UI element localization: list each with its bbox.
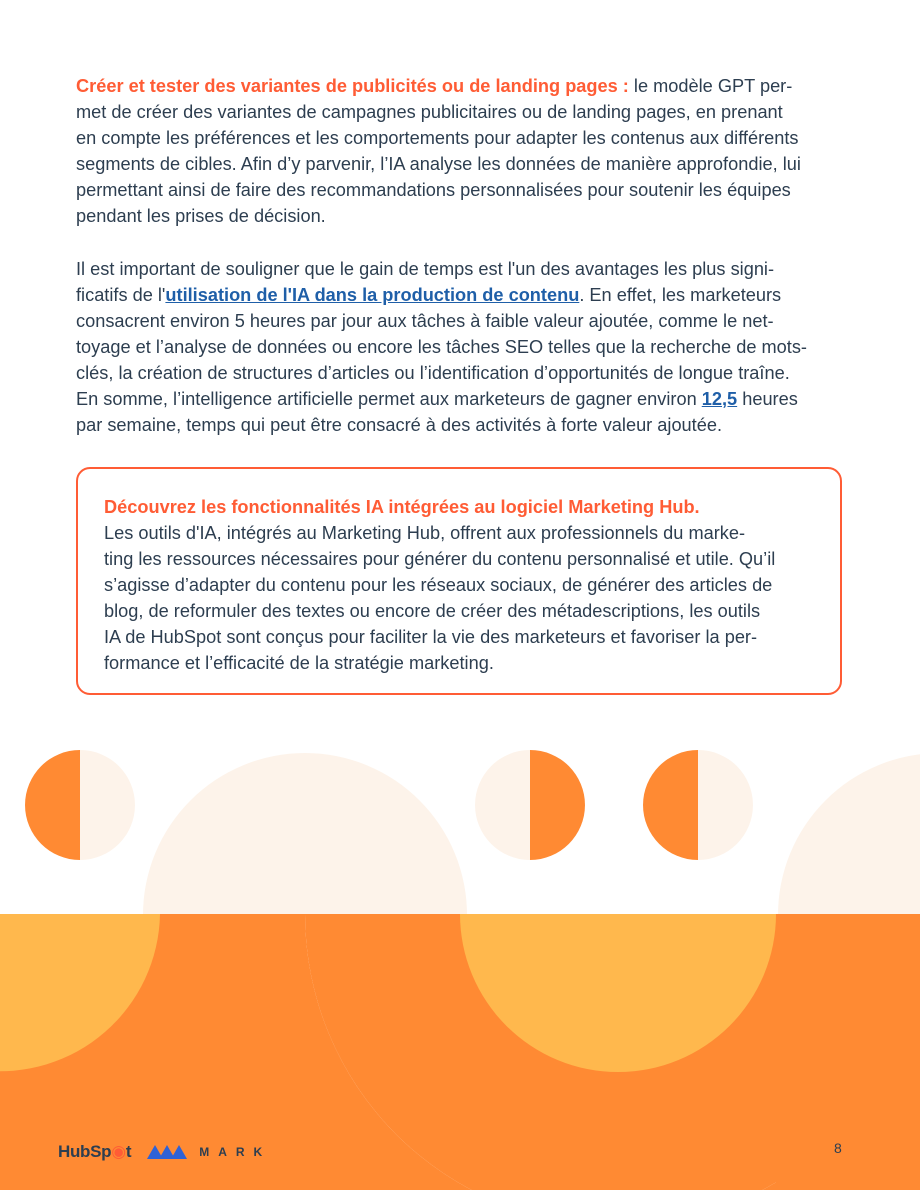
ai-content-production-link[interactable]: utilisation de l'IA dans la production de contenu xyxy=(165,285,580,305)
text-line: pendant les prises de décision. xyxy=(76,206,326,226)
text-line: en compte les préférences et les comportements pour adapter les contenus aux différents xyxy=(76,128,799,148)
text-line: formance et l’efficacité de la stratégie marketing. xyxy=(104,653,494,673)
text-line: clés, la création de structures d’articles ou l’identification d’opportunités de longue traîne. xyxy=(76,363,790,383)
text-line: Il est important de souligner que le gain de temps est l'un des avantages les plus signi- xyxy=(76,259,775,279)
text-line: Les outils d'IA, intégrés au Marketing Hub, offrent aux professionnels du marke- xyxy=(104,523,746,543)
mark-logo-text: MARK xyxy=(199,1145,272,1159)
hubspot-logo-text: HubSp xyxy=(58,1142,112,1161)
text-line: ting les ressources nécessaires pour générer du contenu personnalisé et utile. Qu’il xyxy=(104,549,776,569)
text-line: le modèle GPT per- xyxy=(628,76,793,96)
text-line: blog, de reformuler des textes ou encore de créer des métadescriptions, les outils xyxy=(104,601,761,621)
text-line: heures xyxy=(737,389,798,409)
text-line: permettant ainsi de faire des recommandations personnalisées pour soutenir les équipes xyxy=(76,180,791,200)
hours-saved-link[interactable]: 12,5 xyxy=(701,389,738,409)
mark-logo xyxy=(145,1143,271,1161)
paragraph-lead: Créer et tester des variantes de publicités ou de landing pages : xyxy=(76,76,629,96)
text-line: consacrent environ 5 heures par jour aux tâches à faible valeur ajoutée, comme le net- xyxy=(76,311,774,331)
hubspot-logo xyxy=(58,1142,131,1162)
text-line: segments de cibles. Afin d’y parvenir, l’IA analyse les données de manière approfondie, lui xyxy=(76,154,801,174)
half-circle-middle xyxy=(475,750,585,860)
text-line: s’agisse d’adapter du contenu pour les réseaux sociaux, de générer des articles de xyxy=(104,575,773,595)
text-line: toyage et l’analyse de données ou encore les tâches SEO telles que la recherche de mots- xyxy=(76,337,807,357)
page-number: 8 xyxy=(834,1140,842,1156)
text-line: En somme, l’intelligence artificielle permet aux marketeurs de gagner environ xyxy=(76,389,702,409)
paragraph-time-savings xyxy=(76,256,846,438)
text-line: met de créer des variantes de campagnes publicitaires ou de landing pages, en prenant xyxy=(76,102,783,122)
hubspot-logo-text-end: t xyxy=(125,1142,132,1161)
callout-body xyxy=(104,520,824,676)
decorative-shapes xyxy=(0,740,920,1190)
footer-logos xyxy=(58,1140,271,1164)
text-line: ficatifs de l' xyxy=(76,285,166,305)
half-circle-left xyxy=(25,750,135,860)
text-line: IA de HubSpot sont conçus pour faciliter la vie des marketeurs et favoriser la per- xyxy=(104,627,758,647)
mark-icon xyxy=(145,1143,191,1161)
paragraph-ad-variants xyxy=(76,73,846,229)
callout-title: Découvrez les fonctionnalités IA intégrées au logiciel Marketing Hub. xyxy=(104,497,700,517)
text-line: par semaine, temps qui peut être consacré à des activités à forte valeur ajoutée. xyxy=(76,415,723,435)
orange-arc-center xyxy=(305,914,920,1190)
sprocket-icon: ◉ xyxy=(111,1142,126,1161)
text-line: . En effet, les marketeurs xyxy=(579,285,782,305)
half-circle-right xyxy=(643,750,753,860)
